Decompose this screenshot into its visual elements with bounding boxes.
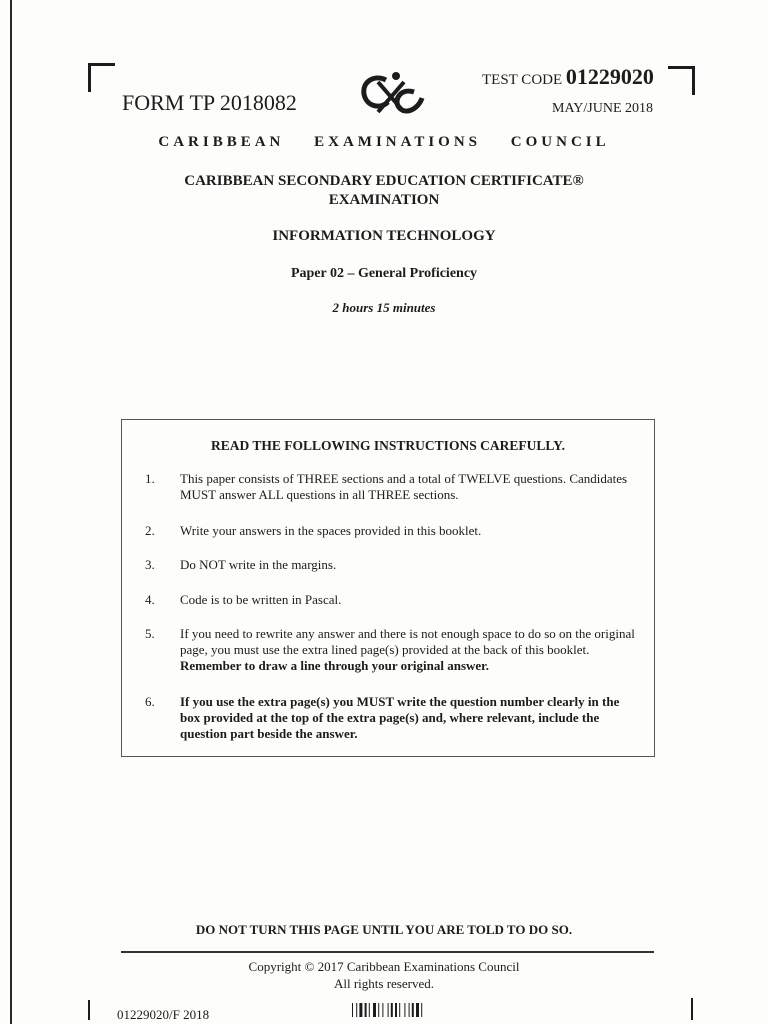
instruction-number: 2. [145, 523, 155, 538]
barcode-bar [356, 1003, 357, 1017]
instructions-heading: READ THE FOLLOWING INSTRUCTIONS CAREFULLY. [211, 438, 565, 453]
barcode-bar [399, 1003, 400, 1017]
barcode-bar [412, 1003, 414, 1017]
barcode-bar [391, 1003, 393, 1017]
instruction-item [145, 694, 635, 744]
instruction-text: This paper consists of THREE sections and a total of TWELVE questions. Candidates MUST answer ALL questions in all THREE sections. [180, 471, 628, 502]
footer-paper-code: 01229020/F 2018 [117, 1007, 210, 1022]
rights-line: All rights reserved. [333, 976, 434, 991]
certificate-title [0, 172, 768, 210]
left-margin-rule [10, 0, 12, 1024]
instructions-box [121, 419, 655, 757]
barcode-bar [395, 1003, 397, 1017]
subject-title: INFORMATION TECHNOLOGY [272, 228, 496, 244]
cxc-logo [356, 68, 426, 118]
paper-title: Paper 02 – General Proficiency [290, 266, 478, 281]
instruction-number: 5. [145, 626, 155, 641]
instruction-text-bold: If you use the extra page(s) you MUST write the question number clearly in the box provided at the top of the extra page(s) and, where relevant, include the question part beside the answer. [180, 694, 620, 741]
certificate-line-2: EXAMINATION [328, 192, 440, 208]
instruction-text [180, 694, 638, 742]
corner-mark-top-left [88, 63, 115, 92]
copyright-notice [0, 958, 768, 992]
barcode-bar [388, 1003, 389, 1017]
instruction-text [180, 626, 638, 674]
test-code-number: 01229020 [565, 64, 654, 89]
barcode-bar [365, 1003, 367, 1017]
corner-mark-top-right [668, 66, 695, 95]
barcode [352, 1003, 444, 1017]
instruction-number: 4. [145, 592, 155, 607]
instruction-number: 6. [145, 694, 155, 709]
instruction-text-bold: Remember to draw a line through your original answer. [180, 658, 489, 673]
barcode-bar [352, 1003, 353, 1017]
instruction-text: Write your answers in the spaces provided in this booklet. [180, 523, 482, 538]
instruction-text: Do NOT write in the margins. [180, 557, 337, 572]
do-not-turn-warning: DO NOT TURN THIS PAGE UNTIL YOU ARE TOLD TO DO SO. [195, 922, 573, 937]
test-code-label: TEST CODE [482, 72, 563, 88]
instruction-item [145, 471, 635, 505]
instruction-number: 3. [145, 557, 155, 572]
copyright-line: Copyright © 2017 Caribbean Examinations Council [248, 959, 520, 974]
barcode-bar [409, 1003, 410, 1017]
instruction-item [145, 523, 635, 541]
barcode-bar [378, 1003, 379, 1017]
test-code [482, 64, 654, 90]
instruction-item [145, 626, 635, 676]
barcode-bar [421, 1003, 422, 1017]
instruction-number: 1. [145, 471, 155, 486]
footer-divider [121, 951, 654, 953]
footer-mark-left [88, 1000, 90, 1020]
barcode-bar [369, 1003, 370, 1017]
instruction-item [145, 557, 635, 575]
barcode-bar [359, 1003, 362, 1017]
barcode-bar [382, 1003, 383, 1017]
form-code: FORM TP 2018082 [122, 90, 297, 115]
certificate-line-1: CARIBBEAN SECONDARY EDUCATION CERTIFICATE® [184, 173, 584, 189]
exam-duration: 2 hours 15 minutes [332, 300, 436, 315]
barcode-bar [416, 1003, 419, 1017]
barcode-bar [404, 1003, 405, 1017]
instruction-text-regular: If you need to rewrite any answer and there is not enough space to do so on the original page, you must use the extra lined page(s) provided at the back of this booklet. [180, 626, 635, 657]
instruction-text: Code is to be written in Pascal. [180, 592, 342, 607]
footer-mark-right [691, 998, 693, 1020]
council-name: CARIBBEAN EXAMINATIONS COUNCIL [158, 134, 610, 150]
exam-session: MAY/JUNE 2018 [552, 101, 653, 116]
barcode-bar [373, 1003, 376, 1017]
instruction-item [145, 592, 635, 610]
